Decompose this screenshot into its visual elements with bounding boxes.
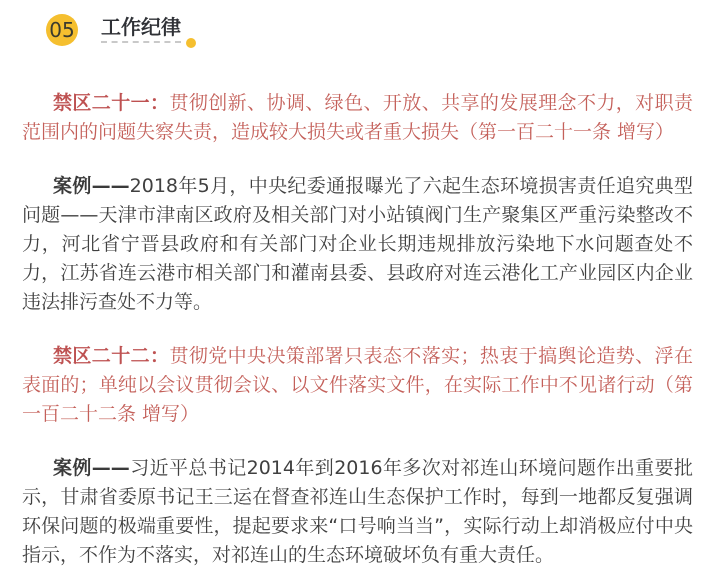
page-title: 工作纪律 [101, 15, 181, 43]
section-number-badge: 05 [46, 14, 78, 46]
case-text: 2018年5月，中央纪委通报曝光了六起生态环境损害责任追究典型问题——天津市津南区政府及相关部门对小站镇阀门生产聚集区严重污染整改不力，河北省宁晋县政府和有关部门对企业长期违规排放污染地下水问题查处不力，江苏省连云港市相关部门和灌南县委、县政府对连云港化工产业园区内企业违法排污查处不力等。 [22, 175, 693, 313]
case-label: 案例—— [53, 457, 130, 479]
rule-text: 贯彻创新、协调、绿色、开放、共享的发展理念不力，对职责范围内的问题失察失责，造成较大损失或者重大损失（第一百二十一条 增写） [22, 92, 693, 143]
case-paragraph-2 [22, 454, 693, 570]
case-paragraph-1 [22, 172, 693, 317]
article-content [22, 89, 693, 570]
rule-text: 贯彻党中央决策部署只表态不落实；热衷于搞舆论造势、浮在表面的；单纯以会议贯彻会议、以文件落实文件，在实际工作中不见诸行动（第一百二十二条 增写） [22, 345, 693, 425]
rule-label: 禁区二十二： [53, 345, 170, 367]
rule-paragraph-22 [22, 342, 693, 429]
accent-dot-icon [186, 38, 196, 48]
rule-label: 禁区二十一： [53, 92, 170, 114]
title-block [101, 15, 181, 43]
section-header [46, 14, 717, 47]
case-text: 习近平总书记2014年到2016年多次对祁连山环境问题作出重要批示，甘肃省委原书记王三运在督查祁连山生态保护工作时，每到一地都反复强调环保问题的极端重要性，提起要求来“口号响当当”，实际行动上却消极应付中央指示，不作为不落实，对祁连山的生态环境破坏负有重大责任。 [22, 457, 693, 566]
rule-paragraph-21 [22, 89, 693, 147]
case-label: 案例—— [53, 175, 130, 197]
